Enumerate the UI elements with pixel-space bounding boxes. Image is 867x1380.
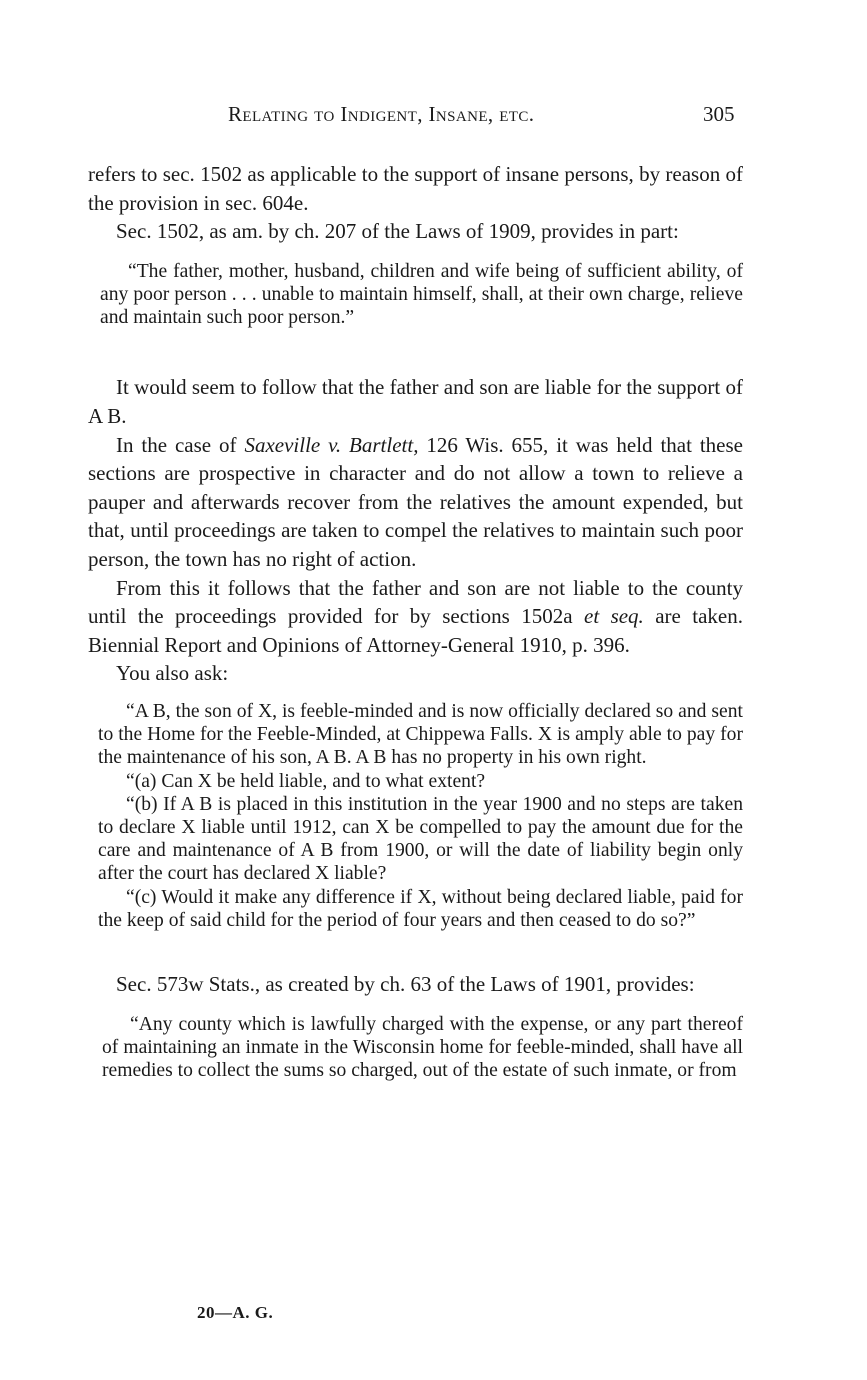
paragraph: Sec. 1502, as am. by ch. 207 of the Laws of 1909, provides in part:	[116, 219, 679, 244]
page-number: 305	[703, 102, 735, 126]
italic-term: et seq.	[584, 604, 644, 629]
running-title: Relating to Indigent, Insane, etc.	[228, 102, 535, 126]
text-run: 126 Wis. 655, it was held that these sections are prospective in character and do not allow a town to relieve a pauper and afterwards recover from the relatives the amount expended, but that, until proceedings are taken to compel the relatives to maintain such poor person, the town has no right of action.	[88, 432, 743, 571]
paragraph: Sec. 573w Stats., as created by ch. 63 of the Laws of 1901, provides:	[116, 971, 695, 996]
page-body	[88, 160, 743, 1082]
block-quote	[98, 700, 743, 932]
quote-paragraph: “A B, the son of X, is feeble-minded and is now officially declared so and sent to the Home for the Feeble-Minded, at Chippewa Falls. X is amply able to pay for the maintenance of his son, A B. A B has no property in his own right.	[98, 700, 743, 769]
quote-paragraph: “The father, mother, husband, children and wife being of sufficient ability, of any poor person . . . unable to maintain himself, shall, at their own charge, relieve and maintain such poor person.”	[100, 260, 743, 329]
paragraph: You also ask:	[116, 661, 229, 686]
quote-paragraph: “(c) Would it make any difference if X, without being declared liable, paid for the keep of said child for the period of four years and then ceased to do so?”	[98, 886, 743, 931]
text-run: From this it follows that the father and son are not liable to the county until the proceedings provided for by sections 1502a	[88, 575, 743, 629]
paragraph: It would seem to follow that the father and son are liable for the support of A B.	[88, 375, 743, 428]
text-run: In the case of	[116, 432, 245, 457]
quote-paragraph: “(b) If A B is placed in this institution in the year 1900 and no steps are taken to declare X liable until 1912, can X be compelled to pay the amount due for the care and maintenance of A B from 1900, or will the date of liability begin only after the court has declared X liable?	[98, 793, 743, 885]
case-citation: Saxeville v. Bartlett,	[244, 432, 419, 457]
text-run: are taken. Biennial Report and Opinions of Attorney-General 1910, p. 396.	[88, 604, 743, 657]
quote-paragraph: “Any county which is lawfully charged with the expense, or any part thereof of maintaining an inmate in the Wisconsin home for feeble-minded, shall have all remedies to collect the sums so charged, out of the estate of such inmate, or from	[102, 1013, 743, 1081]
paragraph	[88, 574, 743, 660]
quote-paragraph: “(a) Can X be held liable, and to what extent?	[126, 770, 486, 792]
signature-mark: 20—A. G.	[197, 1303, 274, 1322]
running-header	[0, 100, 867, 130]
paragraph	[88, 431, 743, 574]
block-quote	[100, 260, 743, 330]
paragraph: refers to sec. 1502 as applicable to the support of insane persons, by reason of the provision in sec. 604e.	[88, 162, 743, 215]
block-quote	[102, 1013, 743, 1083]
